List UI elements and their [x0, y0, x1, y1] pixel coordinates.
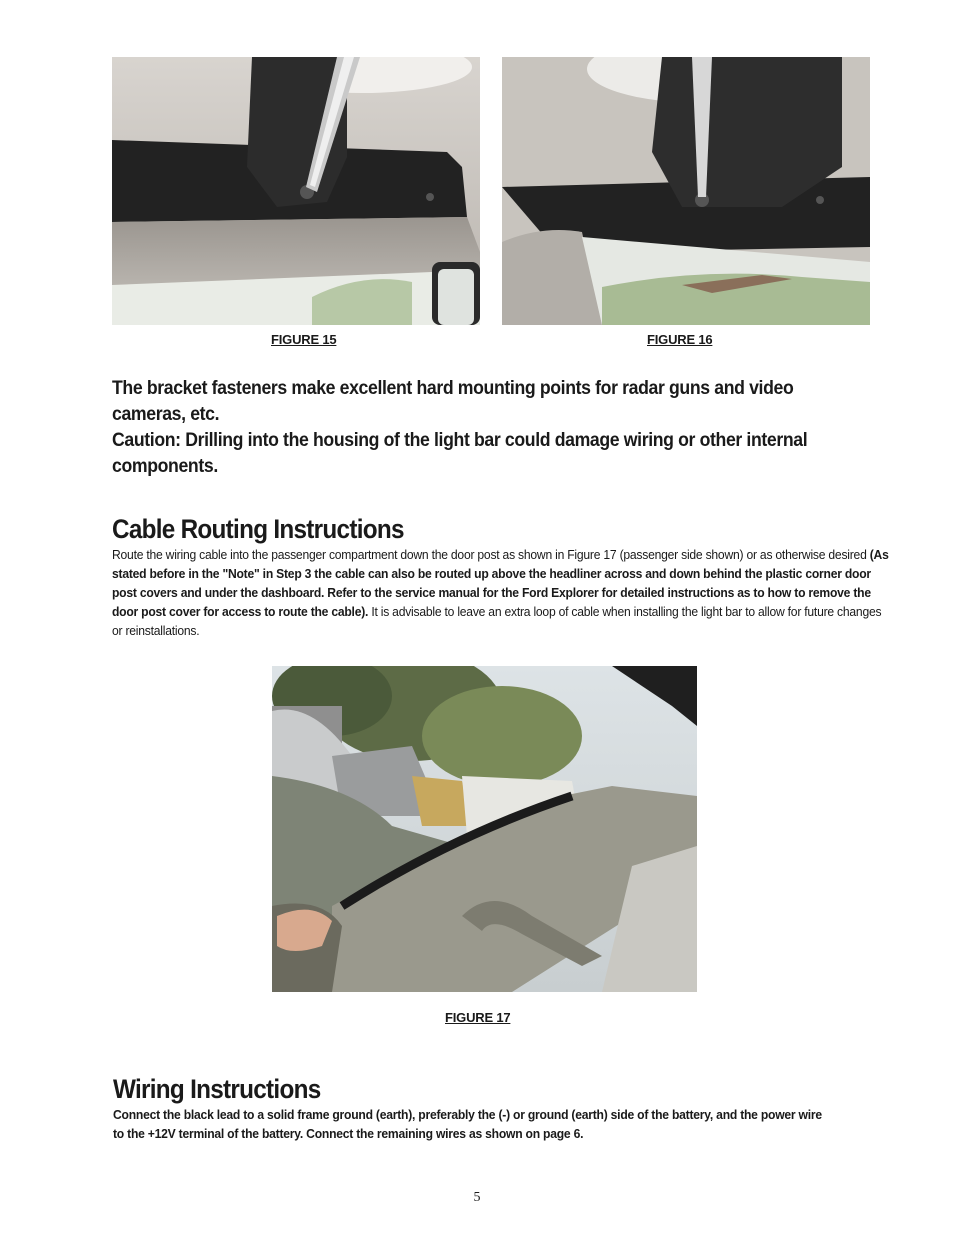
cable-routing-text [112, 545, 894, 640]
caution-text: Caution: Drilling into the housing of the light bar could damage wiring or other internal components. [112, 430, 808, 477]
cable-routing-intro: Route the wiring cable into the passenger compartment down the door post as shown in Figure 17 (passenger side shown) or as otherwise desired [112, 547, 870, 562]
wiring-heading: Wiring Instructions [113, 1074, 321, 1104]
figure-16-photo [502, 57, 870, 325]
mounting-notice [112, 376, 819, 480]
wiring-text: Connect the black lead to a solid frame ground (earth), preferably the (-) or ground (earth) side of the battery, and the power wire to the +12V terminal of the battery. Connect the remaining wires as shown on page 6. [113, 1107, 822, 1141]
cable-routing-note: (As stated before in the "Note" in Step 3 the cable can also be routed up above the headliner across and down behind the plastic corner door post covers and under the dashboard. Refer to the service manual for the Ford Explorer for detailed instructions as to how to remove the door post cover for access to route the cable). [112, 547, 889, 619]
figure-17-photo [272, 666, 697, 992]
figure-15-photo [112, 57, 480, 325]
figure-16-caption: FIGURE 16 [647, 332, 713, 347]
cable-routing-advice: It is advisable to leave an extra loop of cable when installing the light bar to allow for future changes or reinstallations. [112, 604, 882, 638]
mounting-points-text: The bracket fasteners make excellent hard mounting points for radar guns and video cameras, etc. [112, 378, 794, 425]
page-number: 5 [473, 1190, 481, 1205]
cable-routing-heading: Cable Routing Instructions [112, 514, 404, 544]
figure-17-caption: FIGURE 17 [445, 1010, 511, 1025]
figure-15-caption: FIGURE 15 [271, 332, 337, 347]
